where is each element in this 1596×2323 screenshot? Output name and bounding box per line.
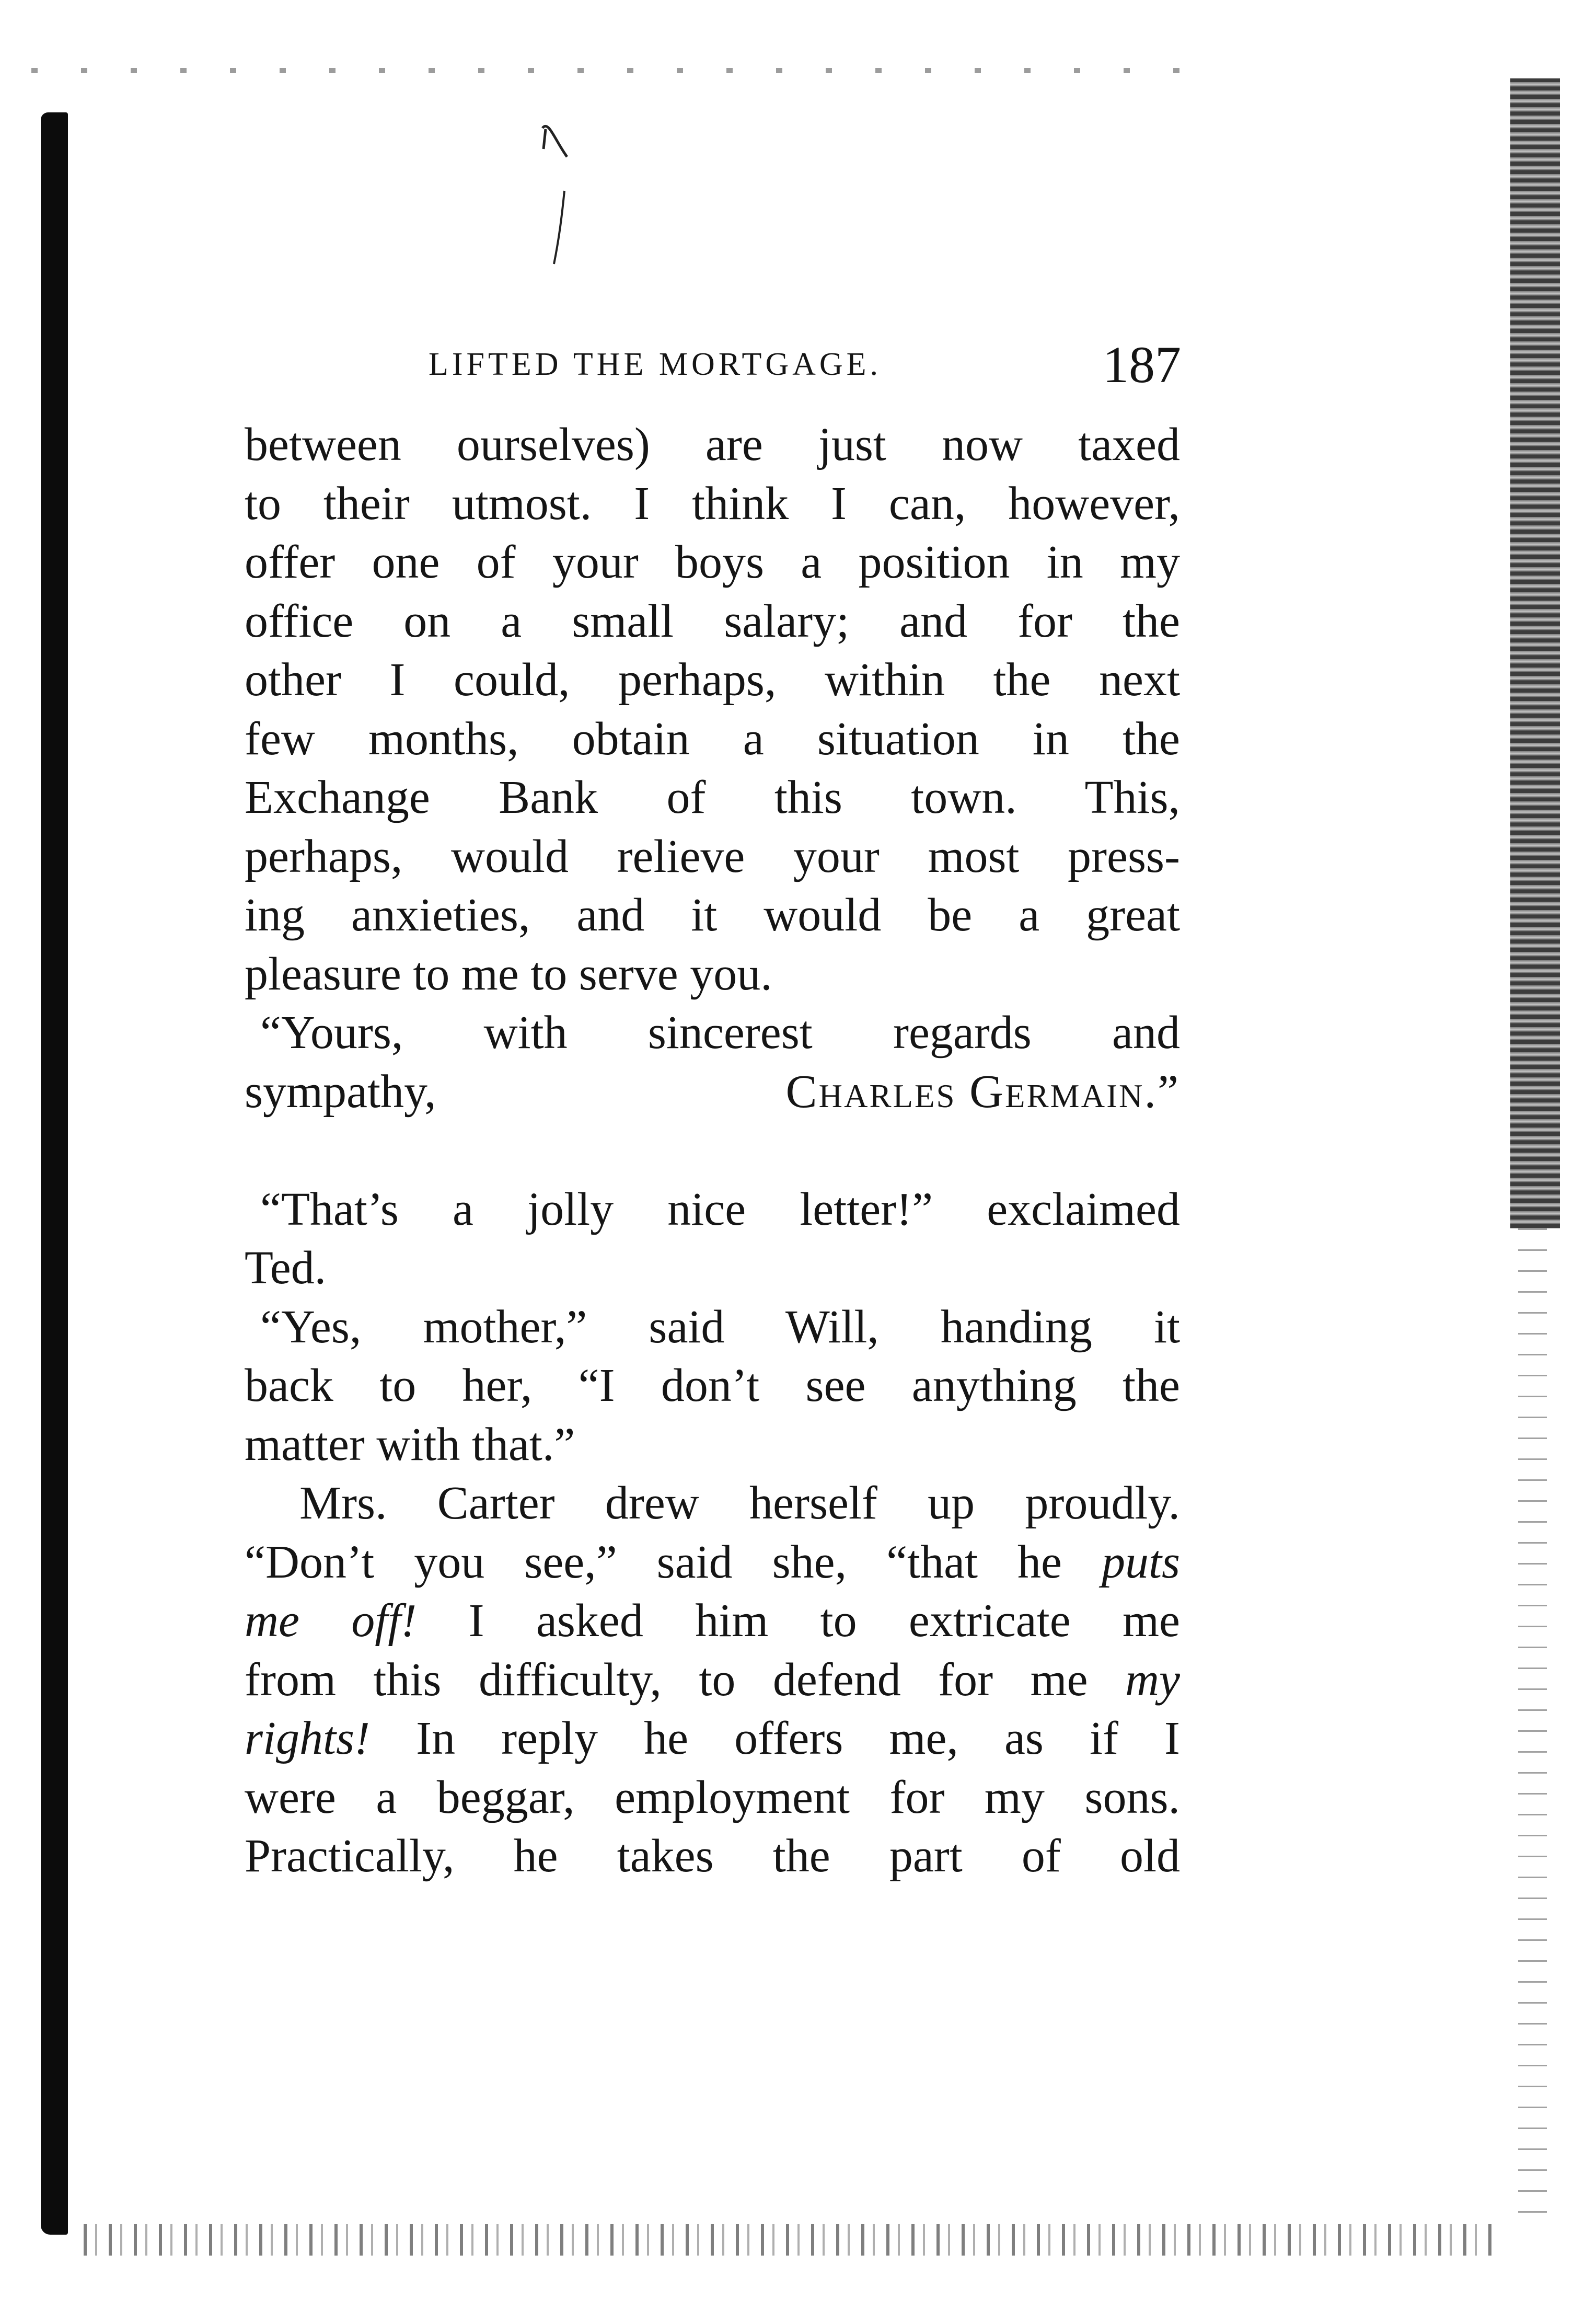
text-line: Ted. xyxy=(245,1242,327,1294)
text-line: perhaps, would relieve your most press- xyxy=(245,830,1180,882)
text-span: “Don’t you see,” said she, “that he xyxy=(245,1536,1062,1588)
text-line: other I could, perhaps, within the next xyxy=(245,654,1180,706)
scan-noise-top-edge xyxy=(31,68,1207,73)
text-line: “Yes, mother,” said Will, handing it xyxy=(260,1301,1180,1353)
text-line: Exchange Bank of this town. This, xyxy=(245,772,1180,823)
text-line: “That’s a jolly nice letter!” exclaimed xyxy=(260,1183,1180,1235)
text-span: I asked him to extricate me xyxy=(417,1595,1180,1647)
text-line: matter with that.” xyxy=(245,1418,575,1470)
italic-span: my xyxy=(1125,1653,1180,1706)
text-line xyxy=(245,1709,1180,1768)
scan-dark-left-edge xyxy=(41,112,68,2235)
text-line: pleasure to me to serve you. xyxy=(245,948,772,1000)
text-line xyxy=(245,1592,1180,1651)
text-line: Mrs. Carter drew herself up proudly. xyxy=(299,1477,1180,1529)
text-line: between ourselves) are just now taxed xyxy=(245,419,1180,470)
text-line xyxy=(245,1533,1180,1592)
italic-span: puts xyxy=(1101,1536,1180,1588)
text-line xyxy=(245,1651,1180,1710)
text-line: offer one of your boys a position in my xyxy=(245,536,1180,588)
text-line: few months, obtain a situation in the xyxy=(245,712,1180,765)
italic-span: rights! xyxy=(245,1712,371,1764)
text-span: from this difficulty, to defend for me xyxy=(245,1653,1088,1706)
text-line: ing anxieties, and it would be a great xyxy=(245,889,1180,941)
text-line: “Yours, with sincerest regards and xyxy=(260,1007,1180,1059)
running-head xyxy=(246,335,1181,392)
running-head-title: LIFTED THE MORTGAGE. xyxy=(429,347,882,382)
signature-line xyxy=(245,1063,1180,1122)
text-line: Practically, he takes the part of old xyxy=(245,1830,1180,1882)
blank-line xyxy=(245,1121,1180,1180)
text-line: to their utmost. I think I can, however, xyxy=(245,477,1180,530)
italic-span: me off! xyxy=(245,1595,417,1647)
pen-mark-icon xyxy=(538,118,575,274)
signature-closing: sympathy, xyxy=(245,1065,436,1118)
body-text xyxy=(245,416,1180,1886)
scan-noise-bottom-edge xyxy=(84,2224,1495,2256)
text-span: In reply he offers me, as if I xyxy=(370,1712,1180,1764)
text-line: were a beggar, employment for my sons. xyxy=(245,1771,1180,1823)
signature-name: Charles Germain.” xyxy=(785,1065,1180,1118)
page-number: 187 xyxy=(1103,336,1181,394)
text-line: office on a small salary; and for the xyxy=(245,595,1180,647)
scan-noise-right-edge-lower xyxy=(1518,1228,1547,2222)
scan-noise-right-edge xyxy=(1510,78,1560,1228)
text-line: back to her, “I don’t see anything the xyxy=(245,1360,1180,1411)
